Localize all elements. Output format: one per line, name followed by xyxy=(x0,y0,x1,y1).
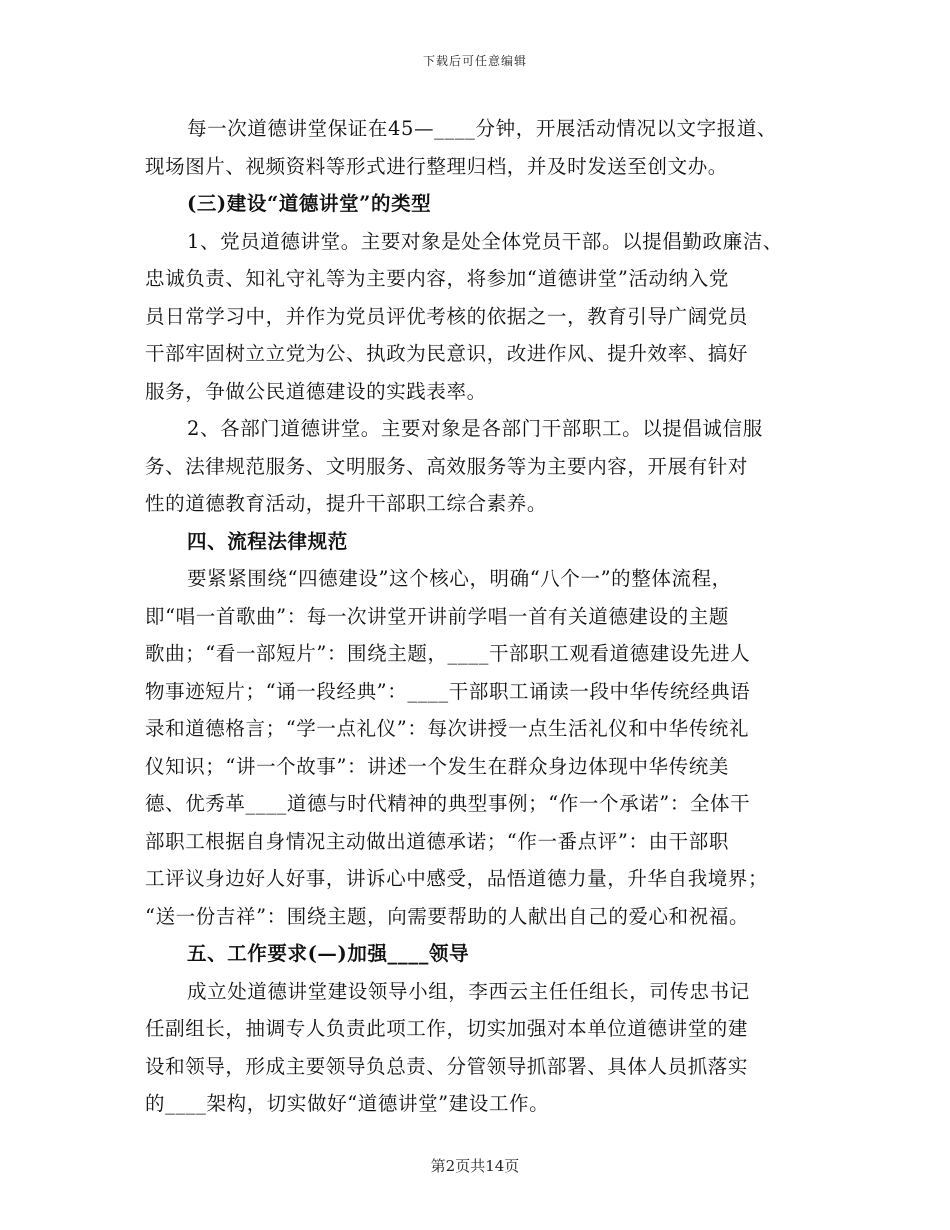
paragraph-line: 现场图片、视频资料等形式进行整理归档，并及时发送至创文办。 xyxy=(145,154,728,178)
paragraph-line: 德、优秀革____道德与时代精神的典型事例；“作一个承诺”：全体干 xyxy=(145,792,751,815)
paragraph-line: 物事迹短片；“诵一段经典”：____干部职工诵读一段中华传统经典语 xyxy=(145,679,751,703)
paragraph-line: 工评议身边好人好事，讲诉心中感受，品悟道德力量，升华自我境界； xyxy=(145,867,769,890)
paragraph-line: 要紧紧围绕“四德建设”这个核心，明确“八个一”的整体流程， xyxy=(187,567,732,590)
paragraph-line: 录和道德格言；“学一点礼仪”：每次讲授一点生活礼仪和中华传统礼 xyxy=(145,717,750,740)
paragraph-line: 的____架构，切实做好“道德讲堂”建设工作。 xyxy=(145,1092,550,1115)
paragraph-line: 每一次道德讲堂保证在45—____分钟，开展活动情况以文字报道、 xyxy=(187,117,778,140)
paragraph-line: 成立处道德讲堂建设领导小组，李西云主任任组长，司传忠书记 xyxy=(187,979,750,1003)
paragraph-line: 务、法律规范服务、文明服务、高效服务等为主要内容，开展有针对 xyxy=(145,454,749,478)
paragraph-line: 1、党员道德讲堂。主要对象是处全体党员干部。以提倡勤政廉洁、 xyxy=(187,229,783,253)
page-number: 第2页共14页 xyxy=(430,1157,520,1175)
section-heading: 五、工作要求(—)加强____领导 xyxy=(187,942,470,965)
section-heading: (三)建设“道德讲堂”的类型 xyxy=(187,192,432,215)
section-heading: 四、流程法律规范 xyxy=(187,529,348,553)
page-header: 下载后可任意编辑 xyxy=(422,54,527,68)
paragraph-line: 2、各部门道德讲堂。主要对象是各部门干部职工。以提倡诚信服 xyxy=(187,417,763,440)
document-body xyxy=(145,110,825,1123)
paragraph-line: 仪知识；“讲一个故事”：讲述一个发生在群众身边体现中华传统美 xyxy=(145,754,729,778)
paragraph-line: 员日常学习中，并作为党员评优考核的依据之一，教育引导广阔党员 xyxy=(145,304,749,328)
paragraph-line: 忠诚负责、知礼守礼等为主要内容，将参加“道德讲堂”活动纳入党 xyxy=(145,267,729,290)
paragraph-line: 部职工根据自身情况主动做出道德承诺；“作一番点评”：由干部职 xyxy=(145,829,729,853)
paragraph-line: 干部牢固树立立党为公、执政为民意识，改进作风、提升效率、搞好 xyxy=(145,342,749,365)
paragraph-line: 歌曲；“看一部短片”：围绕主题，____干部职工观看道德建设先进人 xyxy=(145,642,751,665)
paragraph-line: 任副组长，抽调专人负责此项工作，切实加强对本单位道德讲堂的建 xyxy=(145,1017,749,1040)
paragraph-line: 即“唱一首歌曲”：每一次讲堂开讲前学唱一首有关道德建设的主题 xyxy=(145,604,729,628)
paragraph-line: 性的道德教育活动，提升干部职工综合素养。 xyxy=(145,492,548,515)
paragraph-line: 服务，争做公民道德建设的实践表率。 xyxy=(145,379,487,403)
paragraph-line: “送一份吉祥”：围绕主题，向需要帮助的人献出自己的爱心和祝福。 xyxy=(145,904,750,928)
paragraph-line: 设和领导，形成主要领导负总责、分管领导抓部署、具体人员抓落实 xyxy=(145,1054,749,1078)
